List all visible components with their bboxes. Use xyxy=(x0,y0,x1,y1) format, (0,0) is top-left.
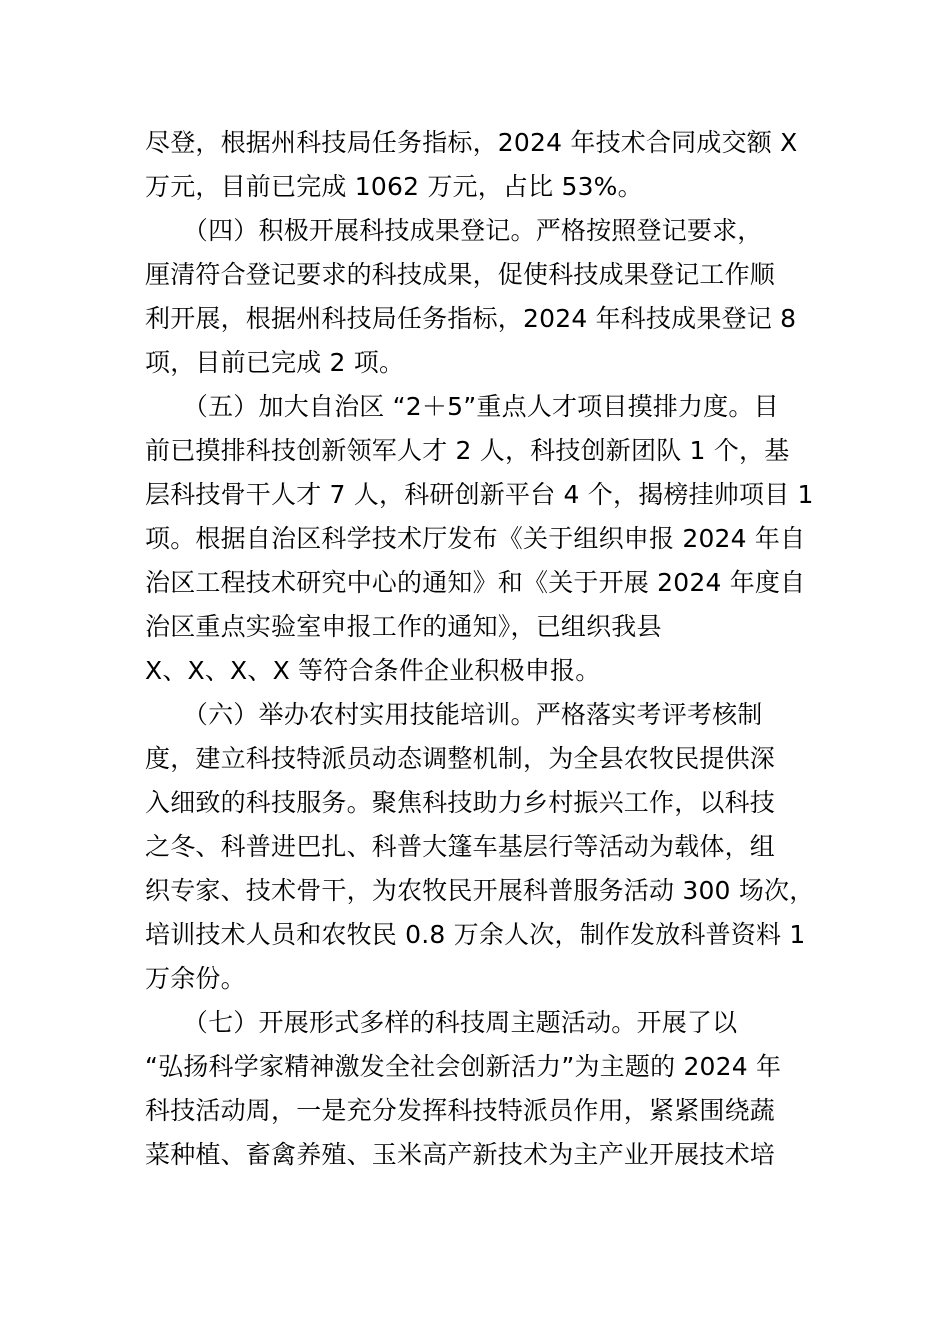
text-line: 入细致的科技服务。聚焦科技助力乡村振兴工作，以科技 xyxy=(145,788,776,817)
paragraph-heading-4: （四）积极开展科技成果登记。严格按照登记要求， xyxy=(145,216,763,245)
text-line: 科技活动周，一是充分发挥科技特派员作用，紧紧围绕蔬 xyxy=(145,1096,776,1125)
text-line: 利开展，根据州科技局任务指标，2024 年科技成果登记 8 xyxy=(145,304,797,333)
text-line: 层科技骨干人才 7 人，科研创新平台 4 个，揭榜挂帅项目 1 xyxy=(145,480,814,509)
paragraph-heading-5: （五）加大自治区 “2＋5”重点人才项目摸排力度。目 xyxy=(145,392,779,421)
text-line: 培训技术人员和农牧民 0.8 万余人次，制作发放科普资料 1 xyxy=(145,920,806,949)
text-line: 治区工程技术研究中心的通知》和《关于开展 2024 年度自 xyxy=(145,568,806,597)
text-line: 万元，目前已完成 1062 万元，占比 53%。 xyxy=(145,172,643,201)
text-line: 万余份。 xyxy=(145,964,246,993)
text-line: 项，目前已完成 2 项。 xyxy=(145,348,405,377)
text-line: 项。根据自治区科学技术厅发布《关于组织申报 2024 年自 xyxy=(145,524,806,553)
paragraph-heading-7: （七）开展形式多样的科技周主题活动。开展了以 xyxy=(145,1008,738,1037)
text-line: 度，建立科技特派员动态调整机制，为全县农牧民提供深 xyxy=(145,744,776,773)
text-line: 治区重点实验室申报工作的通知》，已组织我县 xyxy=(145,612,662,641)
text-line: 尽登，根据州科技局任务指标，2024 年技术合同成交额 X xyxy=(145,128,798,157)
text-line: X、X、X、X 等符合条件企业积极申报。 xyxy=(145,656,601,685)
text-line: 织专家、技术骨干，为农牧民开展科普服务活动 300 场次， xyxy=(145,876,815,905)
paragraph-heading-6: （六）举办农村实用技能培训。严格落实考评考核制 xyxy=(145,700,763,729)
text-line: 菜种植、畜禽养殖、玉米高产新技术为主产业开展技术培 xyxy=(145,1140,776,1169)
text-line: 厘清符合登记要求的科技成果，促使科技成果登记工作顺 xyxy=(145,260,776,289)
text-line: 前已摸排科技创新领军人才 2 人，科技创新团队 1 个，基 xyxy=(145,436,790,465)
text-line: 之冬、科普进巴扎、科普大篷车基层行等活动为载体，组 xyxy=(145,832,776,861)
text-line: “弘扬科学家精神激发全社会创新活力”为主题的 2024 年 xyxy=(145,1052,782,1081)
